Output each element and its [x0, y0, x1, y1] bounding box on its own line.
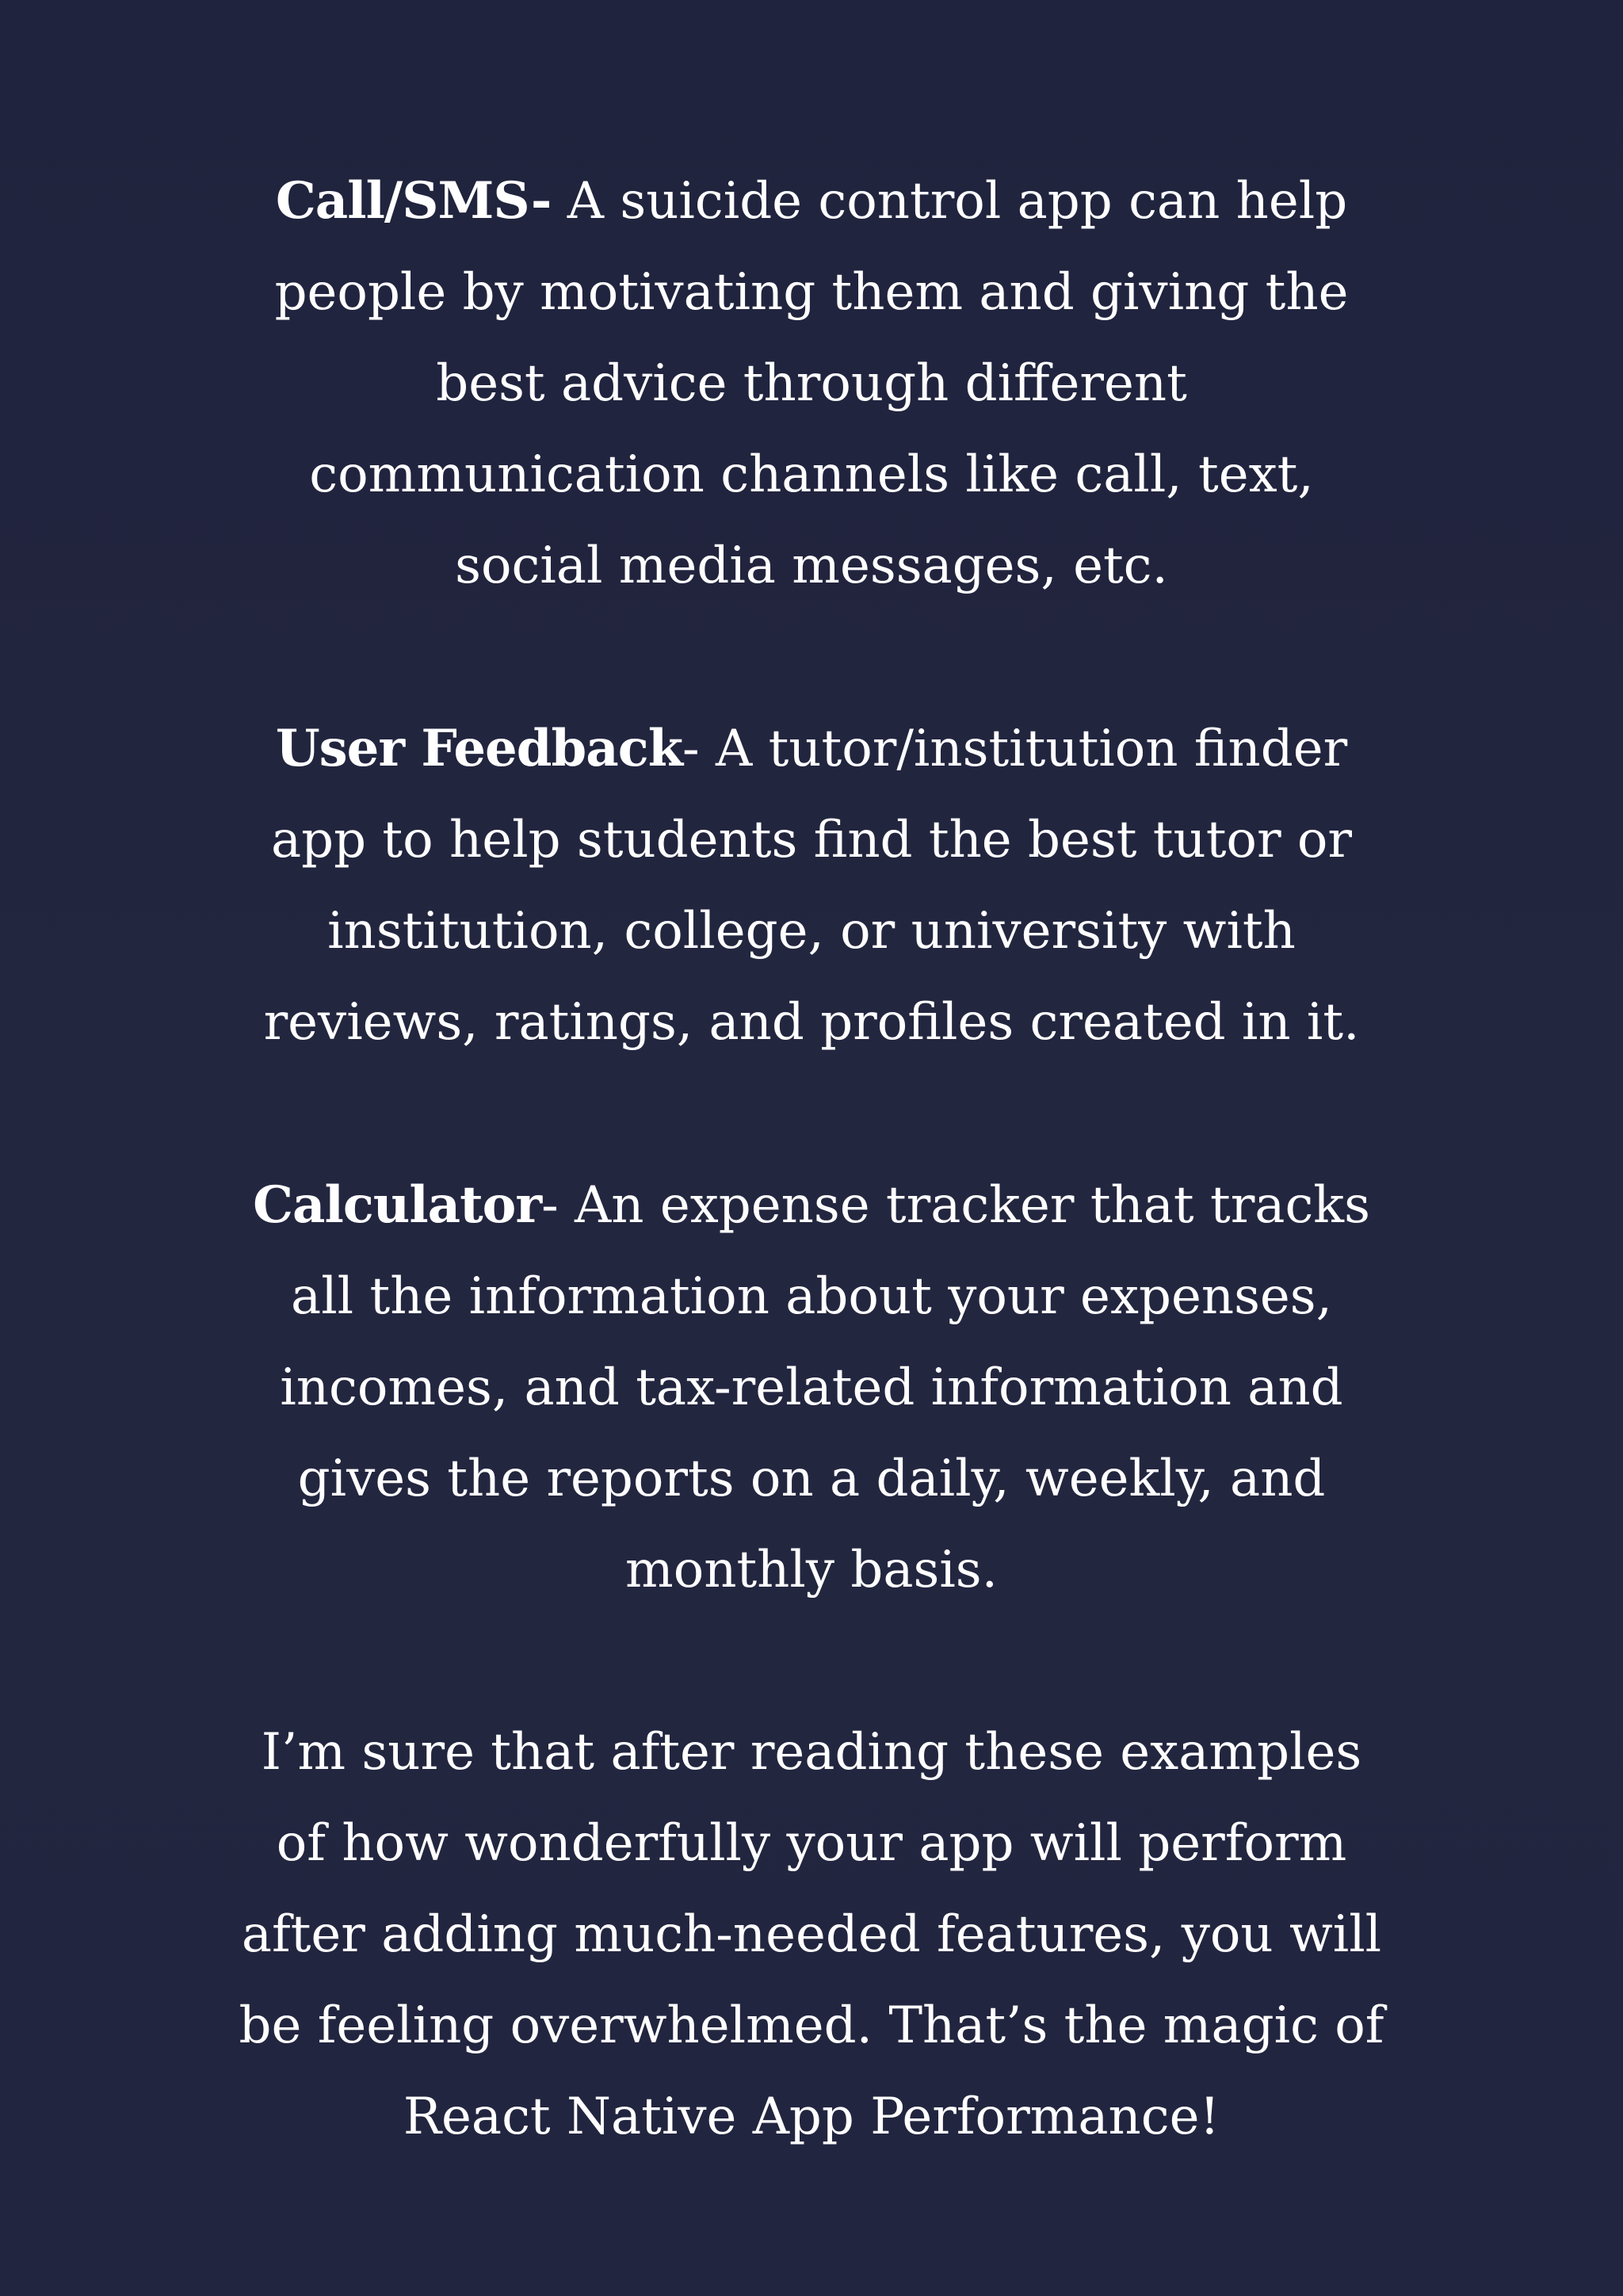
paragraph-text: A suicide control app can help	[551, 172, 1348, 231]
paragraph-line: all the information about your expenses,	[291, 1267, 1332, 1326]
paragraph-line: be feeling overwhelmed. That’s the magic of	[239, 1996, 1384, 2055]
calculator-heading: Calculator	[253, 1175, 542, 1235]
paragraph-line: incomes, and tax-related information and	[280, 1358, 1343, 1417]
user-feedback-heading: User Feedback	[275, 719, 683, 778]
paragraph-line	[143, 703, 1480, 795]
calculator-paragraph	[143, 1159, 1480, 1616]
paragraph-text: - A tutor/institution finder	[682, 720, 1348, 778]
call-sms-paragraph	[143, 155, 1480, 612]
paragraph-text: - An expense tracker that tracks	[541, 1176, 1370, 1235]
paragraph-line: institution, college, or university with	[327, 902, 1296, 961]
paragraph-line: reviews, ratings, and profiles created in it.	[263, 993, 1360, 1052]
paragraph-line: gives the reports on a daily, weekly, and	[297, 1450, 1326, 1508]
paragraph-line	[143, 155, 1480, 247]
paragraph-line: I’m sure that after reading these examples	[261, 1723, 1362, 1782]
paragraph-line: best advice through different	[436, 354, 1187, 413]
paragraph-line: app to help students find the best tutor or	[270, 811, 1353, 869]
document-body	[143, 155, 1480, 2163]
paragraph-line: communication channels like call, text,	[309, 445, 1314, 504]
paragraph-line: of how wonderfully your app will perform	[276, 1814, 1347, 1873]
call-sms-heading: Call/SMS-	[275, 171, 552, 231]
user-feedback-paragraph	[143, 703, 1480, 1068]
paragraph-line	[143, 1159, 1480, 1251]
closing-paragraph	[143, 1707, 1480, 2163]
paragraph-line: after adding much-needed features, you will	[241, 1905, 1382, 1964]
paragraph-line: React Native App Performance!	[403, 2088, 1220, 2146]
paragraph-line: people by motivating them and giving the	[274, 263, 1349, 322]
paragraph-line: monthly basis.	[625, 1541, 998, 1599]
paragraph-line: social media messages, etc.	[455, 537, 1168, 595]
